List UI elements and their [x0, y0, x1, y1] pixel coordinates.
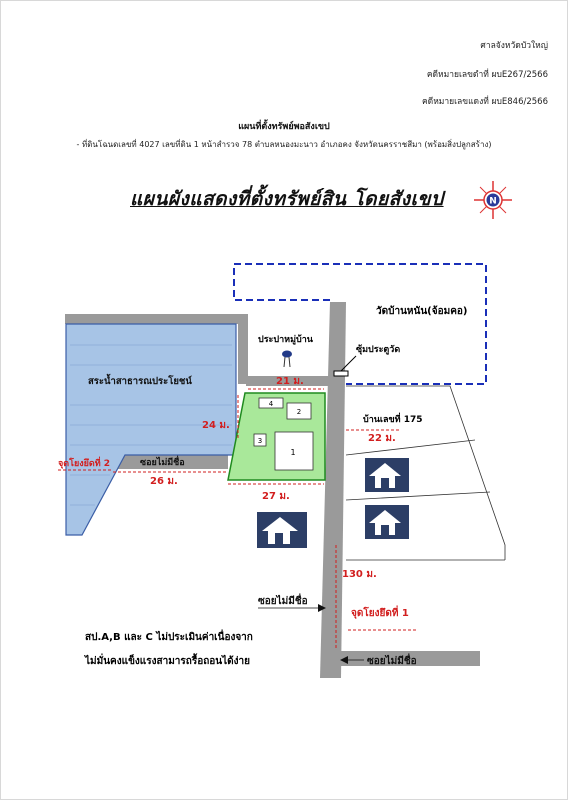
temple-label: วัดบ้านหนัน(จ้อมคอ): [376, 306, 468, 317]
house-icon-west: [257, 512, 307, 548]
dim-road: 130 ม.: [342, 569, 377, 580]
ref-point-2: จุดโยงยึดที่ 2: [58, 459, 111, 469]
dim-west-soi: 26 ม.: [150, 476, 178, 487]
ref-point-1: จุดโยงยึดที่ 1: [351, 608, 409, 619]
map-title: แผนผังแสดงที่ตั้งทรัพย์สิน โดยสังเขป: [130, 188, 444, 210]
pond-label: สระน้ำสาธารณประโยชน์: [88, 376, 192, 387]
main-road: [320, 302, 346, 678]
house-icon-east-2: [365, 505, 409, 539]
west-connector-road: [238, 314, 248, 384]
building-2-number: 2: [296, 408, 302, 416]
black-case-number: คดีหมายเลขดำที่ ผบE267/2566: [426, 70, 548, 80]
building-1-number: 1: [290, 448, 296, 457]
top-road: [65, 314, 243, 324]
dim-bottom: 27 ม.: [262, 491, 290, 502]
compass-icon: [474, 181, 512, 219]
dim-top: 21 ม.: [276, 376, 304, 387]
note-line-1: สป.A,B และ C ไม่ประเมินค่าเนื่องจาก: [85, 632, 253, 643]
document-title: แผนที่ตั้งทรัพย์พอสังเขป: [238, 122, 330, 132]
building-3-number: 3: [257, 437, 263, 445]
court-name: ศาลจังหวัดบัวใหญ่: [480, 41, 548, 51]
unnamed-soi-label-road: ซอยไม่มีชื่อ: [258, 596, 308, 607]
building-4-number: 4: [268, 400, 274, 408]
house-icon-east-1: [365, 458, 409, 492]
water-tank-label: ประปาหมู่บ้าน: [258, 335, 313, 345]
compass-label: N: [489, 196, 497, 207]
unnamed-soi-label-south: ซอยไม่มีชื่อ: [367, 656, 417, 667]
dim-left: 24 ม.: [202, 420, 230, 431]
shrine-icon: [334, 371, 348, 376]
property-description: - ที่ดินโฉนดเลขที่ 4027 เลขที่ดิน 1 หน้าสำรวจ 78 ตำบลหนองมะนาว อำเภอคง จังหวัดนครราชสีมา (พร้อมสิ่งปลูกสร้าง): [76, 140, 492, 149]
red-case-number: คดีหมายเลขแดงที่ ผบE846/2566: [421, 97, 548, 107]
note-line-2: ไม่มั่นคงแข็งแรงสามารถรื้อถอนได้ง่าย: [85, 656, 250, 667]
temple-boundary: [234, 264, 486, 384]
unnamed-soi-label-west: ซอยไม่มีชื่อ: [140, 458, 185, 468]
dim-right: 22 ม.: [368, 433, 396, 444]
shrine-label: ซุ้มประตูวัด: [356, 345, 401, 355]
house-175-label: บ้านเลขที่ 175: [363, 415, 423, 425]
water-tank-icon: [282, 351, 292, 368]
